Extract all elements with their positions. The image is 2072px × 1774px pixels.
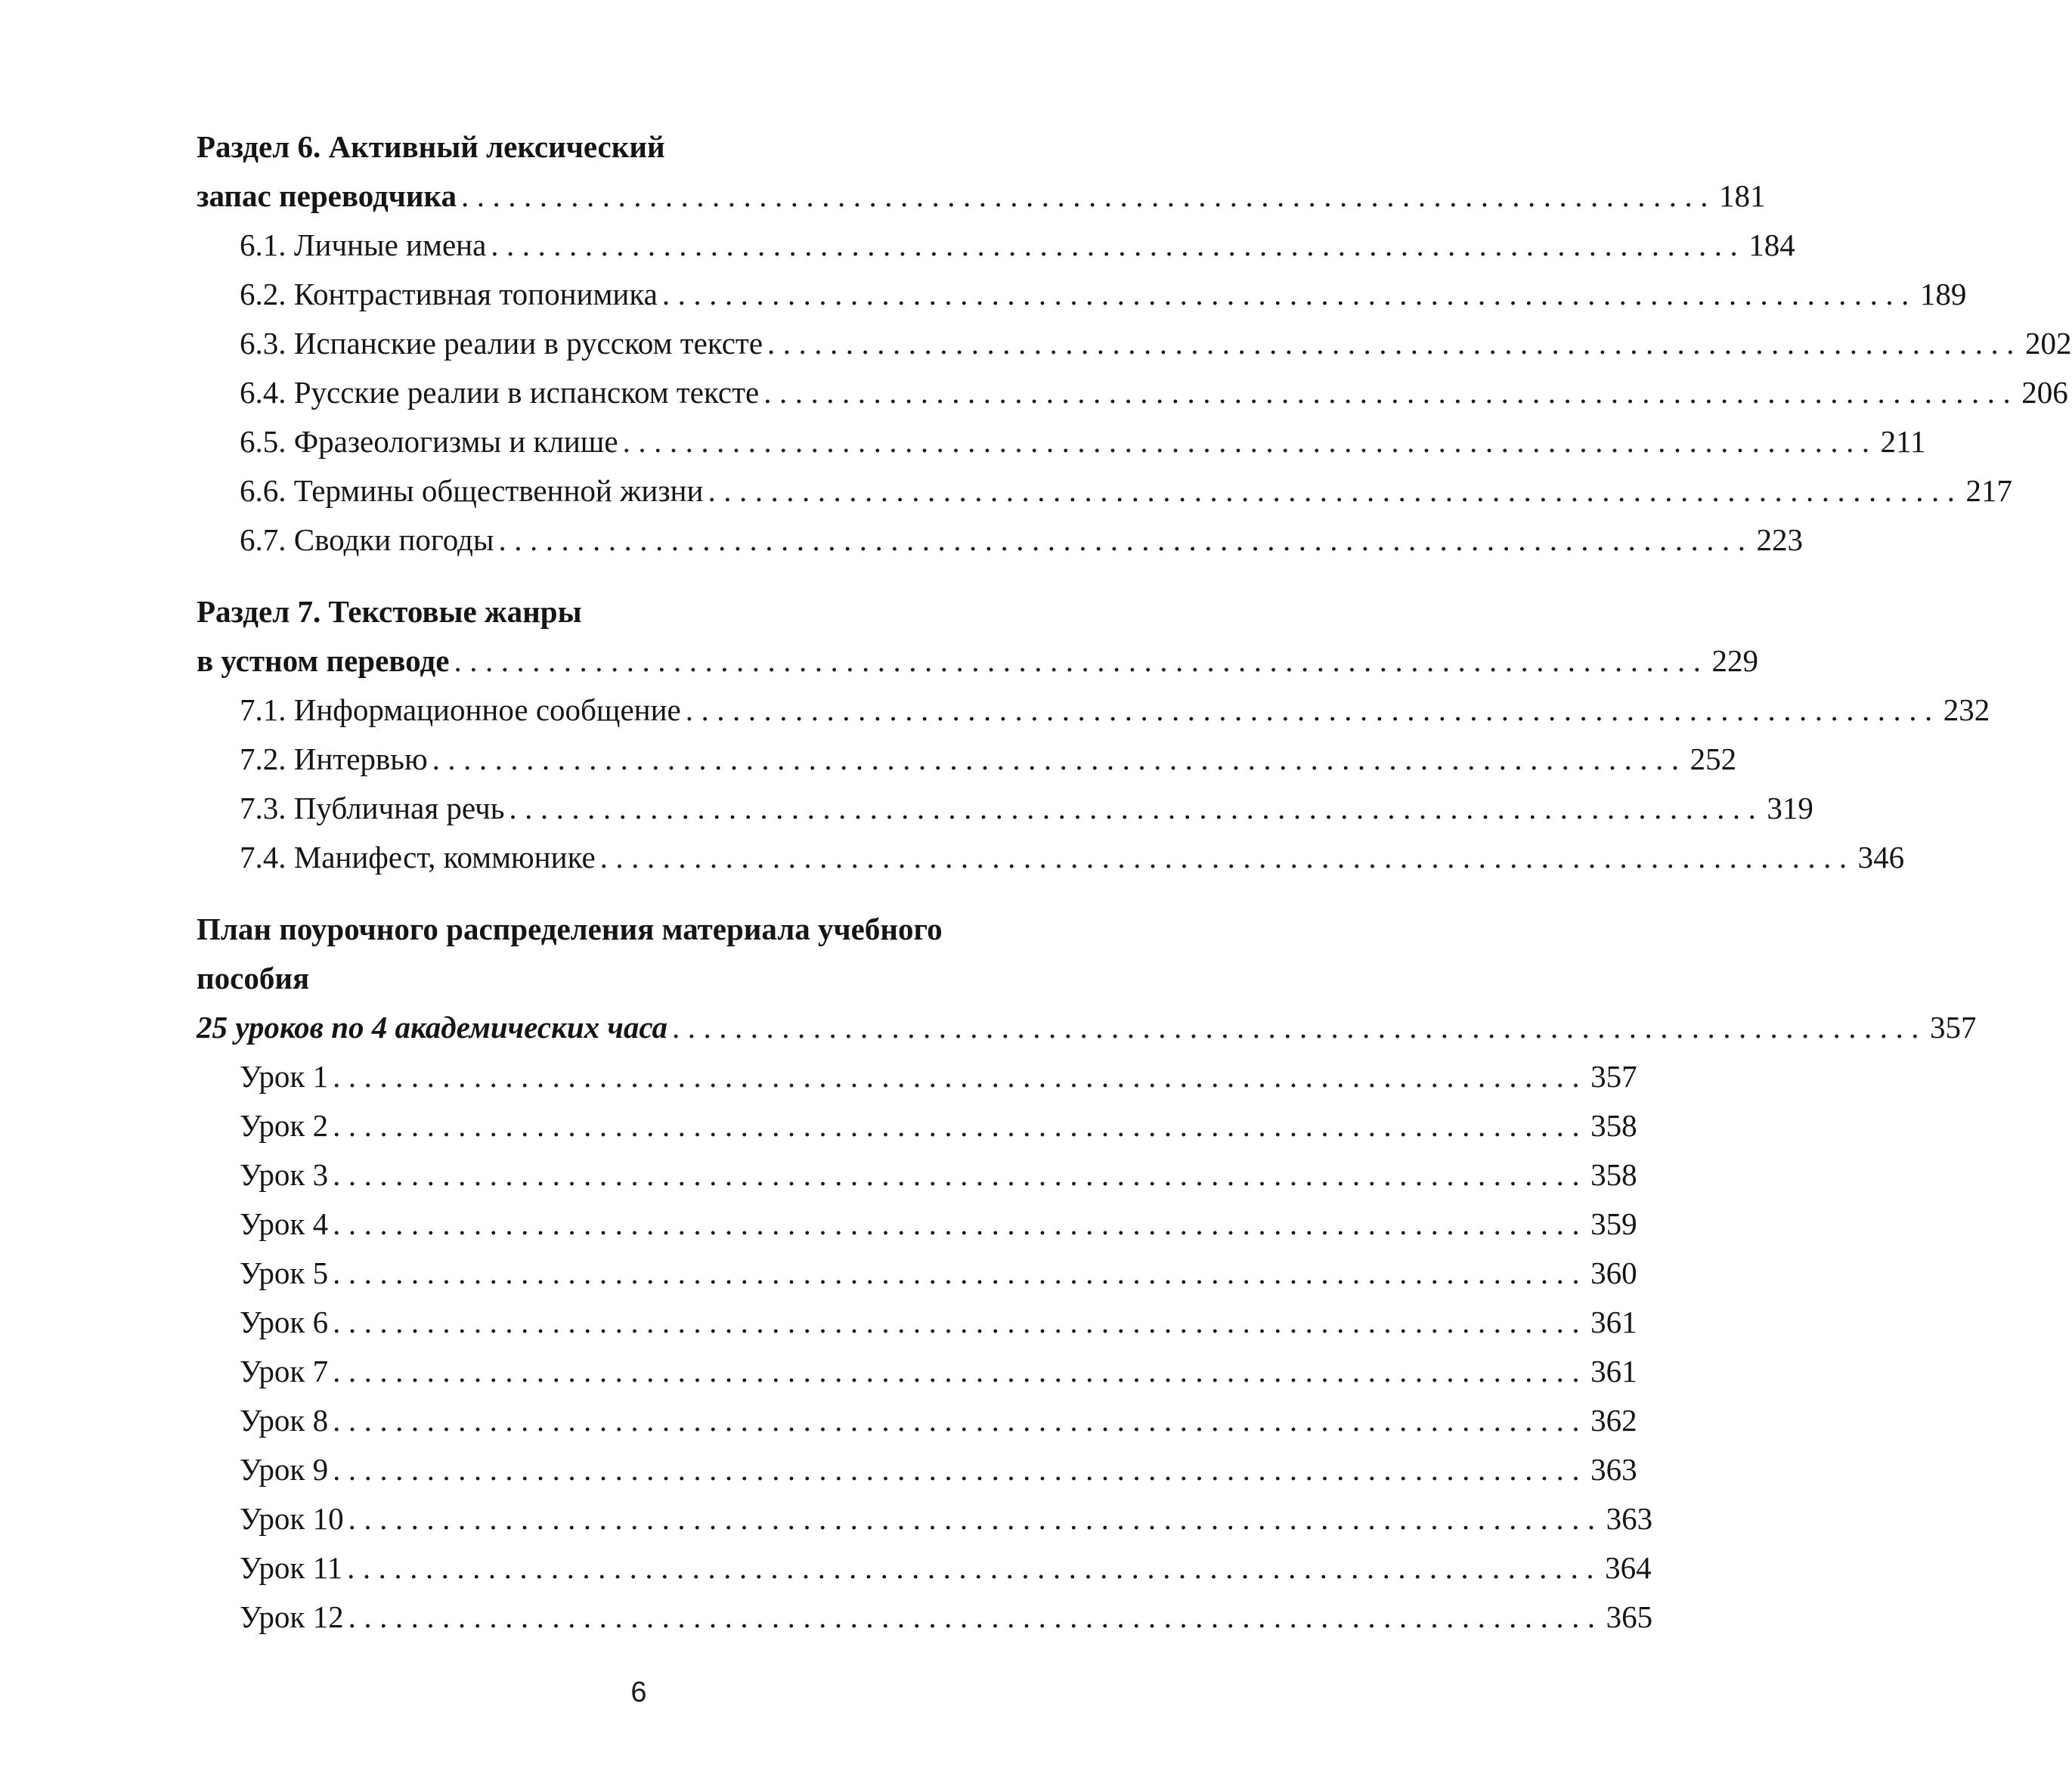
page-number: 363: [1590, 1452, 1637, 1487]
dot-leader: ................................................................................: [333, 1354, 1588, 1389]
dot-leader: ................................................................................: [767, 326, 2023, 361]
toc-entry: [197, 1396, 1637, 1445]
section-6-heading: [197, 122, 1085, 172]
toc-entry: [197, 1298, 1637, 1347]
table-of-contents: [197, 122, 2072, 1642]
toc-entry: [197, 1249, 1637, 1298]
lesson-title: Урок 1: [240, 1059, 329, 1094]
plan-heading-continued: [197, 954, 1085, 1003]
toc-entry: [197, 686, 1990, 735]
dot-leader: ................................................................................: [672, 1010, 1928, 1045]
page-number: 361: [1590, 1354, 1637, 1389]
lesson-title: Урок 12: [240, 1599, 344, 1634]
toc-entry: [197, 515, 1803, 565]
dot-leader: ................................................................................: [509, 791, 1764, 825]
dot-leader: ................................................................................: [454, 643, 1709, 678]
section-heading-line: запас переводчика: [197, 178, 457, 213]
toc-entry: [197, 1543, 1652, 1593]
dot-leader: ................................................................................: [348, 1599, 1603, 1634]
toc-entry: [197, 784, 1813, 833]
dot-leader: ................................................................................: [333, 1305, 1588, 1339]
page-number: 181: [1719, 178, 1766, 213]
section-heading-line: Раздел 6. Активный лексический: [197, 129, 665, 164]
page-number: 357: [1590, 1059, 1637, 1094]
lesson-title: Урок 5: [240, 1255, 329, 1290]
entry-title: 6.6. Термины общественной жизни: [240, 473, 704, 508]
lesson-title: Урок 10: [240, 1501, 344, 1536]
dot-leader: ................................................................................: [333, 1452, 1588, 1487]
lesson-title: Урок 9: [240, 1452, 329, 1487]
toc-entry: [197, 1003, 1977, 1052]
page-number: 360: [1590, 1255, 1637, 1290]
entry-title: 6.3. Испанские реалии в русском тексте: [240, 326, 763, 361]
dot-leader: ................................................................................: [622, 424, 1878, 459]
plan-subheading: 25 уроков по 4 академических часа: [197, 1010, 668, 1045]
section-spacer: [197, 882, 1085, 905]
toc-entry: [197, 833, 1905, 882]
toc-entry: [197, 735, 1737, 784]
page-number: 252: [1690, 741, 1737, 776]
page-number: 232: [1943, 692, 1990, 727]
page-number: 206: [2021, 375, 2068, 410]
dot-leader: ................................................................................: [333, 1059, 1588, 1094]
section-heading-line: План поурочного распределения материала учебного: [197, 912, 943, 946]
page-number: 362: [1590, 1403, 1637, 1438]
section-heading-line: Раздел 7. Текстовые жанры: [197, 594, 582, 629]
dot-leader: ................................................................................: [333, 1403, 1588, 1438]
entry-title: 6.5. Фразеологизмы и клише: [240, 424, 618, 459]
dot-leader: ................................................................................: [432, 741, 1687, 776]
dot-leader: ................................................................................: [661, 277, 1917, 311]
entry-title: 7.3. Публичная речь: [240, 791, 505, 825]
lesson-title: Урок 6: [240, 1305, 329, 1339]
toc-entry: [197, 636, 1758, 686]
lesson-title: Урок 4: [240, 1206, 329, 1241]
page-number: 346: [1857, 840, 1905, 875]
lesson-title: Урок 2: [240, 1108, 329, 1143]
section-heading-line: пособия: [197, 961, 310, 995]
page-number: 358: [1590, 1157, 1637, 1192]
toc-entry: [197, 1150, 1637, 1200]
toc-entry: [197, 221, 1795, 270]
page-number: 217: [1965, 473, 2012, 508]
page-number: 184: [1748, 228, 1795, 262]
entry-title: 7.1. Информационное сообщение: [240, 692, 681, 727]
page-number: 363: [1606, 1501, 1653, 1536]
lesson-title: Урок 3: [240, 1157, 329, 1192]
page-number: 211: [1880, 424, 1926, 459]
toc-entry: [197, 1593, 1653, 1642]
dot-leader: ................................................................................: [708, 473, 1963, 508]
lesson-title: Урок 7: [240, 1354, 329, 1389]
page-folio: 6: [630, 1676, 647, 1708]
dot-leader: ................................................................................: [333, 1255, 1588, 1290]
toc-entry: [197, 1347, 1637, 1396]
page-number: 357: [1930, 1010, 1977, 1045]
section-7-heading: [197, 587, 1085, 636]
toc-entry: [197, 1052, 1637, 1101]
entry-title: 6.2. Контрастивная топонимика: [240, 277, 658, 311]
dot-leader: ................................................................................: [685, 692, 1940, 727]
page-number: 202: [2025, 326, 2072, 361]
dot-leader: ................................................................................: [498, 522, 1754, 557]
dot-leader: ................................................................................: [599, 840, 1855, 875]
entry-title: 7.2. Интервью: [240, 741, 428, 776]
entry-title: 6.1. Личные имена: [240, 228, 487, 262]
toc-entry: [197, 1494, 1653, 1543]
toc-entry: [197, 1101, 1637, 1150]
toc-entry: [197, 368, 2068, 417]
section-heading-line: в устном переводе: [197, 643, 450, 678]
page-number: 364: [1605, 1550, 1652, 1585]
dot-leader: ................................................................................: [491, 228, 1746, 262]
page-number: 189: [1919, 277, 1967, 311]
section-spacer: [197, 565, 1085, 587]
dot-leader: ................................................................................: [333, 1206, 1588, 1241]
page-number: 319: [1767, 791, 1813, 825]
page-number: 365: [1606, 1599, 1653, 1634]
dot-leader: ................................................................................: [333, 1157, 1588, 1192]
page-number: 358: [1590, 1108, 1637, 1143]
entry-title: 6.7. Сводки погоды: [240, 522, 494, 557]
dot-leader: ................................................................................: [461, 178, 1716, 213]
entry-title: 6.4. Русские реалии в испанском тексте: [240, 375, 760, 410]
dot-leader: ................................................................................: [348, 1501, 1603, 1536]
toc-entry: [197, 417, 1926, 466]
toc-entry: [197, 270, 1967, 319]
toc-entry: [197, 1200, 1637, 1249]
page-number: 229: [1711, 643, 1758, 678]
page-number: 361: [1590, 1305, 1637, 1339]
dot-leader: ................................................................................: [347, 1550, 1603, 1585]
page-number: 223: [1756, 522, 1803, 557]
page-number: 359: [1590, 1206, 1637, 1241]
toc-entry: [197, 466, 2012, 515]
entry-title: 7.4. Манифест, коммюнике: [240, 840, 596, 875]
toc-entry: [197, 172, 1766, 221]
toc-entry: [197, 1445, 1637, 1494]
toc-entry: [197, 319, 2072, 368]
plan-heading: [197, 905, 1085, 954]
lesson-title: Урок 11: [240, 1550, 343, 1585]
lesson-title: Урок 8: [240, 1403, 329, 1438]
dot-leader: ................................................................................: [333, 1108, 1588, 1143]
dot-leader: ................................................................................: [763, 375, 2019, 410]
